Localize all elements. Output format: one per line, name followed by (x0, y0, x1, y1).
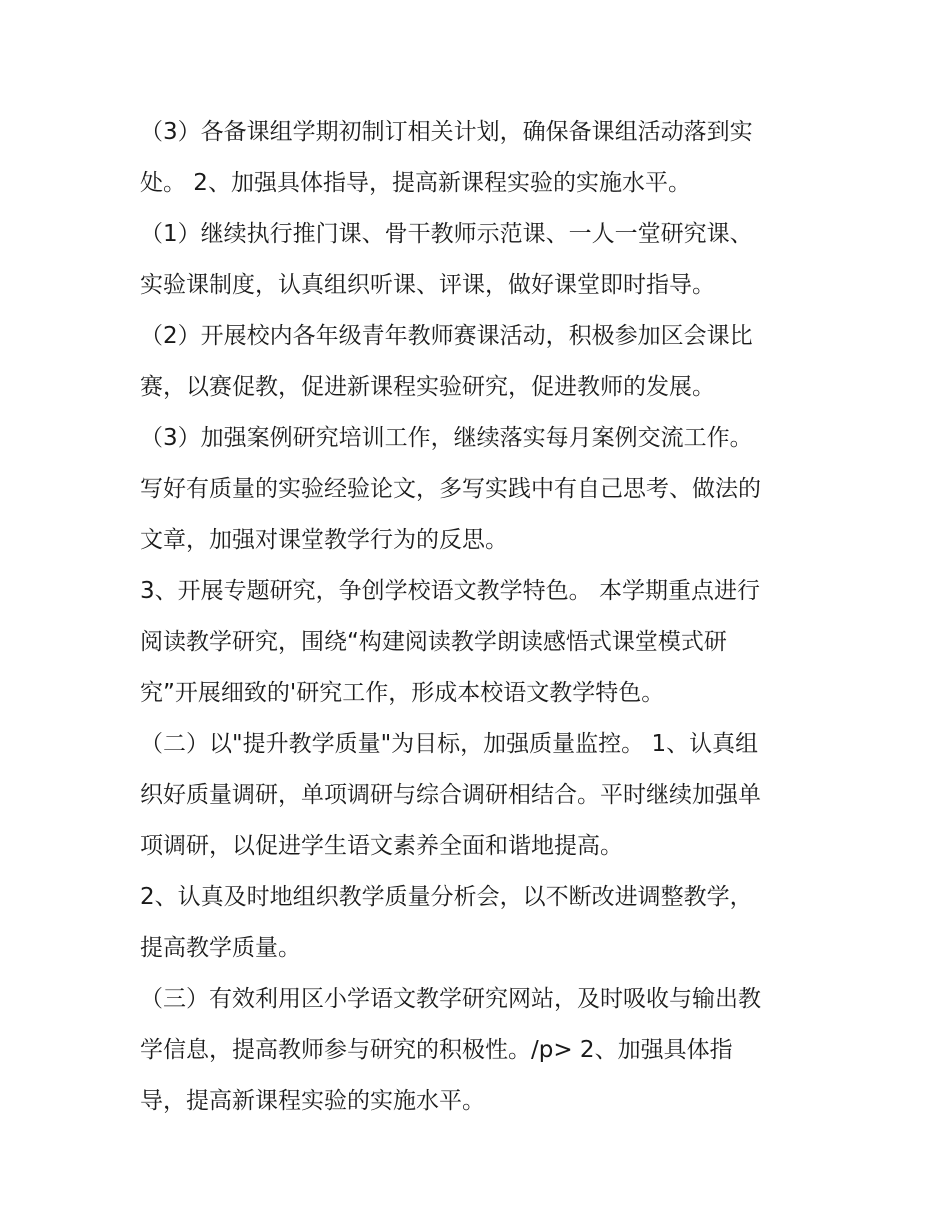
text-line: 文章，加强对课堂教学行为的反思。 (140, 527, 508, 553)
text-line: 处。 2、加强具体指导，提高新课程实验的实施水平。 (140, 170, 691, 196)
text-line: （3）加强案例研究培训工作，继续落实每月案例交流工作。 (140, 425, 753, 451)
text-line: 究”开展细致的'研究工作，形成本校语文教学特色。 (140, 680, 665, 706)
text-line: 写好有质量的实验经验论文，多写实践中有自己思考、做法的 (140, 476, 761, 502)
text-line: 3、开展专题研究，争创学校语文教学特色。 本学期重点进行 (140, 578, 760, 604)
text-line: 实验课制度，认真组织听课、评课，做好课堂即时指导。 (140, 272, 715, 298)
text-line: 项调研，以促进学生语文素养全面和谐地提高。 (140, 833, 623, 859)
text-line: （1）继续执行推门课、骨干教师示范课、一人一堂研究课、 (140, 221, 753, 247)
text-line: 导，提高新课程实验的实施水平。 (140, 1088, 485, 1114)
text-line: （三）有效利用区小学语文教学研究网站，及时吸收与输出教 (140, 986, 761, 1012)
document-body (140, 107, 830, 1127)
text-line: 织好质量调研，单项调研与综合调研相结合。平时继续加强单 (140, 782, 761, 808)
text-line: 学信息，提高教师参与研究的积极性。/p> 2、加强具体指 (140, 1037, 733, 1063)
text-line: 提高教学质量。 (140, 935, 301, 961)
text-line: （3）各备课组学期初制订相关计划，确保备课组活动落到实 (140, 119, 753, 145)
text-line: （二）以"提升教学质量"为目标，加强质量监控。 1、认真组 (140, 731, 759, 757)
text-line: 2、认真及时地组织教学质量分析会，以不断改进调整教学， (140, 884, 753, 910)
text-line: 阅读教学研究，围绕“构建阅读教学朗读感悟式课堂模式研 (140, 629, 727, 655)
text-line: 赛，以赛促教，促进新课程实验研究，促进教师的发展。 (140, 374, 715, 400)
text-line: （2）开展校内各年级青年教师赛课活动，积极参加区会课比 (140, 323, 753, 349)
